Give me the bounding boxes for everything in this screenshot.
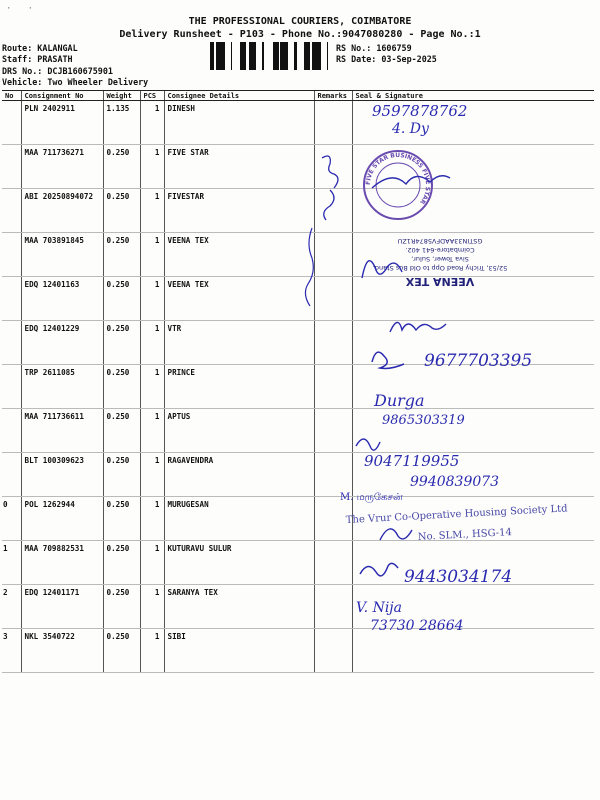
remarks-cell (314, 101, 352, 145)
vehicle-label: Vehicle: Two Wheeler Delivery (2, 77, 149, 87)
remarks-cell (314, 409, 352, 453)
remarks-cell (314, 233, 352, 277)
row-number (2, 233, 21, 277)
handwritten-phone: 9443034174 (404, 567, 513, 587)
table-row (2, 629, 594, 673)
weight-value: 1.135 (103, 101, 140, 145)
handwritten-signature: 4. Dy (392, 121, 429, 137)
handwritten-phone: 9865303319 (382, 413, 465, 428)
remarks-cell (314, 277, 352, 321)
weight-value: 0.250 (103, 365, 140, 409)
row-number: 0 (2, 497, 21, 541)
weight-value: 0.250 (103, 629, 140, 673)
consignee-name: DINESH (164, 101, 314, 145)
consignee-name: SIBI (164, 629, 314, 673)
handwritten-name: V. Nija (356, 600, 402, 616)
stamp-address: Coimbatore-641 402. (405, 246, 475, 254)
row-number (2, 321, 21, 365)
remarks-cell (314, 321, 352, 365)
remarks-cell (314, 365, 352, 409)
remarks-cell (314, 453, 352, 497)
consignee-name: PRINCE (164, 365, 314, 409)
seal-signature-cell (352, 233, 594, 277)
weight-value: 0.250 (103, 497, 140, 541)
weight-value: 0.250 (103, 541, 140, 585)
weight-value: 0.250 (103, 233, 140, 277)
row-number: 2 (2, 585, 21, 629)
row-number (2, 101, 21, 145)
seal-signature-cell (352, 541, 594, 585)
remarks-cell (314, 145, 352, 189)
handwritten-name: Durga (374, 391, 425, 410)
consignee-name: VTR (164, 321, 314, 365)
runsheet-subtitle: Delivery Runsheet - P103 - Phone No.:9047080280 - Page No.:1 (119, 29, 481, 40)
seal-signature-cell (352, 189, 594, 233)
table-row (2, 409, 594, 453)
consignment-number: BLT 100309623 (21, 453, 103, 497)
handwritten-phone: 9597878762 (372, 102, 468, 120)
remarks-cell (314, 629, 352, 673)
seal-signature-cell (352, 277, 594, 321)
table-row (2, 365, 594, 409)
consignment-number: EDQ 12401163 (21, 277, 103, 321)
consignee-name: FIVE STAR (164, 145, 314, 189)
stamp-address: 52/53, Trichy Road Opp to Old Bus Stand, (372, 264, 508, 272)
consignee-name: KUTURAVU SULUR (164, 541, 314, 585)
consignee-name: APTUS (164, 409, 314, 453)
pcs-value: 1 (140, 409, 164, 453)
row-number (2, 189, 21, 233)
pcs-value: 1 (140, 145, 164, 189)
consignment-number: POL 1262944 (21, 497, 103, 541)
consignment-number: PLN 2402911 (21, 101, 103, 145)
table-row (2, 497, 594, 541)
table-row (2, 145, 594, 189)
weight-value: 0.250 (103, 585, 140, 629)
runsheet-table (2, 90, 594, 673)
stamp-name: VEENA TEX (405, 275, 475, 288)
seal-signature-cell (352, 497, 594, 541)
rs-date: RS Date: 03-Sep-2025 (336, 54, 437, 64)
pcs-value: 1 (140, 585, 164, 629)
weight-value: 0.250 (103, 189, 140, 233)
weight-value: 0.250 (103, 409, 140, 453)
remarks-cell (314, 585, 352, 629)
scan-speck: · · (6, 4, 34, 14)
row-number (2, 145, 21, 189)
weight-value: 0.250 (103, 321, 140, 365)
handwritten-phone: 9940839073 (410, 474, 500, 490)
row-number: 3 (2, 629, 21, 673)
weight-value: 0.250 (103, 277, 140, 321)
consignment-number: EDQ 12401171 (21, 585, 103, 629)
consignment-number: ABI 20250894072 (21, 189, 103, 233)
consignment-number: MAA 703891845 (21, 233, 103, 277)
table-row (2, 101, 594, 145)
remarks-cell (314, 189, 352, 233)
col-no: No (2, 91, 21, 101)
col-pcs: PCS (140, 91, 164, 101)
staff-label: Staff: PRASATH (2, 54, 73, 64)
seal-signature-cell (352, 145, 594, 189)
consignee-name: SARANYA TEX (164, 585, 314, 629)
handwritten-name: M. மருகேசன் (340, 492, 403, 503)
seal-signature-cell (352, 321, 594, 365)
pcs-value: 1 (140, 541, 164, 585)
col-weight: Weight (103, 91, 140, 101)
consignee-name: MURUGESAN (164, 497, 314, 541)
consignee-name: FIVESTAR (164, 189, 314, 233)
seal-signature-cell (352, 453, 594, 497)
seal-signature-cell (352, 101, 594, 145)
col-consignee: Consignee Details (164, 91, 314, 101)
table-row (2, 585, 594, 629)
handwritten-phone: 9677703395 (424, 351, 533, 371)
row-number (2, 365, 21, 409)
stamp-society-reg: No. SLM., HSG-14 (417, 527, 513, 543)
route-label: Route: KALANGAL (2, 43, 78, 53)
company-title: THE PROFESSIONAL COURIERS, COIMBATORE (188, 16, 412, 27)
consignment-number: NKL 3540722 (21, 629, 103, 673)
handwritten-phone: 73730 28664 (370, 618, 464, 634)
seal-signature-cell (352, 365, 594, 409)
drs-number: DRS No.: DCJB160675901 (2, 66, 113, 76)
pcs-value: 1 (140, 233, 164, 277)
consignee-name: VEENA TEX (164, 277, 314, 321)
pcs-value: 1 (140, 629, 164, 673)
pcs-value: 1 (140, 365, 164, 409)
table-row (2, 277, 594, 321)
col-remarks: Remarks (314, 91, 352, 101)
weight-value: 0.250 (103, 453, 140, 497)
handwritten-phone: 9047119955 (364, 452, 460, 470)
seal-signature-cell (352, 585, 594, 629)
col-consignment: Consignment No (21, 91, 103, 101)
pcs-value: 1 (140, 321, 164, 365)
stamp-address: Siva Tower, Sulur, (411, 255, 469, 263)
consignee-name: RAGAVENDRA (164, 453, 314, 497)
pcs-value: 1 (140, 277, 164, 321)
table-row (2, 453, 594, 497)
table-header-row (2, 91, 594, 101)
stamp-society: The Vrur Co-Operative Housing Society Ltd (345, 503, 568, 526)
pcs-value: 1 (140, 497, 164, 541)
seal-signature-cell (352, 409, 594, 453)
consignment-number: MAA 709882531 (21, 541, 103, 585)
table-row (2, 321, 594, 365)
consignment-number: MAA 711736611 (21, 409, 103, 453)
row-number: 1 (2, 541, 21, 585)
seal-signature-cell (352, 629, 594, 673)
row-number (2, 453, 21, 497)
pcs-value: 1 (140, 189, 164, 233)
pcs-value: 1 (140, 453, 164, 497)
remarks-cell (314, 541, 352, 585)
stamp-gst: GSTIN33AADFV5874R1ZU (397, 237, 483, 245)
consignee-name: VEENA TEX (164, 233, 314, 277)
row-number (2, 409, 21, 453)
consignment-number: MAA 711736271 (21, 145, 103, 189)
remarks-cell (314, 497, 352, 541)
consignment-number: EDQ 12401229 (21, 321, 103, 365)
weight-value: 0.250 (103, 145, 140, 189)
table-row (2, 189, 594, 233)
col-seal-signature: Seal & Signature (352, 91, 594, 101)
rs-number: RS No.: 1606759 (336, 43, 412, 53)
table-row (2, 541, 594, 585)
stamp-ring-text: FIVE STAR BUSINESS FIVE STAR (364, 151, 432, 206)
barcode-image (210, 42, 330, 70)
row-number (2, 277, 21, 321)
pcs-value: 1 (140, 101, 164, 145)
consignment-number: TRP 2611085 (21, 365, 103, 409)
table-row (2, 233, 594, 277)
